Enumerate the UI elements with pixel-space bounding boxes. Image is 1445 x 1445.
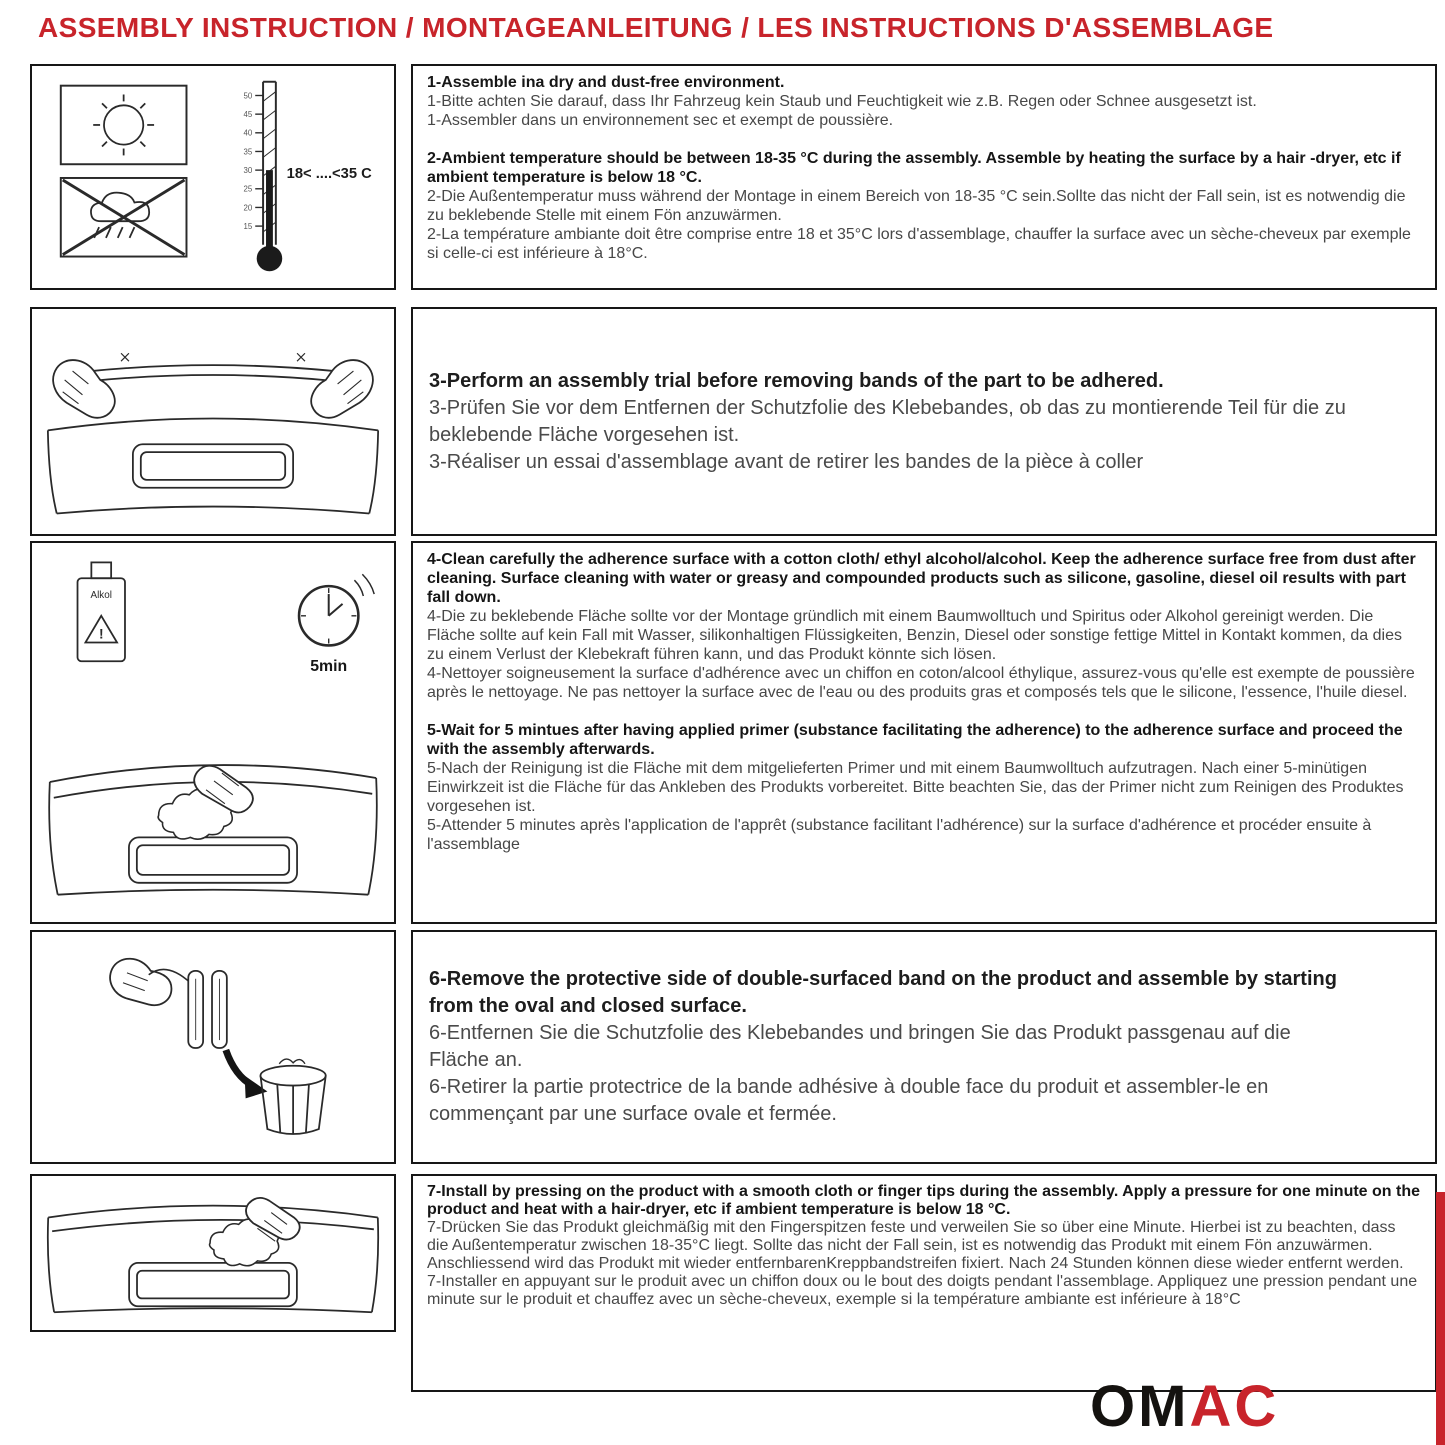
svg-text:20: 20 xyxy=(243,203,253,213)
page-title: ASSEMBLY INSTRUCTION / MONTAGEANLEITUNG / LES INSTRUCTIONS D'ASSEMBLAGE xyxy=(38,12,1274,43)
product-strips xyxy=(188,971,227,1048)
step-4-text-de: 4-Die zu beklebende Fläche sollte vor der Montage gründlich mit einem Baumwolltuch und Spiritus oder Alkohol gereinigt werden. Die Fläche sollte auf kein Fall mit Wasser, silikonhaltigen Flüssigkeiten, Benzin, Diesel oder sonstige fettige Mittel in Kontakt kommen, da dies zu einem Verlust der Klebekraft führen kann, und das Produkt könnte sich lösen. xyxy=(427,608,1402,663)
step-3-text-en: 3-Perform an assembly trial before removing bands of the part to be adhered. xyxy=(429,369,1164,392)
bottle-label: Alkol xyxy=(90,590,112,602)
clock-duration-label: 5min xyxy=(310,658,348,676)
svg-text:40: 40 xyxy=(243,128,253,138)
sun-icon xyxy=(93,95,154,156)
peel-band-illustration-svg xyxy=(34,934,392,1160)
cleaning-illustration-svg xyxy=(34,545,392,920)
step-1-text-en: 1-Assemble ina dry and dust-free environment. xyxy=(427,74,785,91)
step-3-text-panel xyxy=(411,307,1437,536)
license-plate-recess xyxy=(133,444,293,488)
svg-text:45: 45 xyxy=(243,110,253,120)
thermometer-scale xyxy=(244,91,253,231)
svg-text:15: 15 xyxy=(243,222,253,232)
red-edge-bar xyxy=(1436,1192,1445,1445)
step-4-5-text-panel xyxy=(411,541,1437,924)
step-4-text-en: 4-Clean carefully the adherence surface with a cotton cloth/ ethyl alcohol/alcohol. Keep the adherence surface free from dust after cleaning. Surface cleaning with water or greasy and compounded products such as silicone, gasoline, diesel oil results with part fall down. xyxy=(427,551,1416,606)
step-7-text-en: 7-Install by pressing on the product with a smooth cloth or finger tips during the assembly. Apply a pressure for one minute on the product and heat with a hair-dryer, etc if ambient temperature is below 18 °C. xyxy=(427,1183,1420,1218)
svg-text:25: 25 xyxy=(243,184,253,194)
step-6-text-fr: 6-Retirer la partie protectrice de la bande adhésive à double face du produit et assembler-le en commençant par une surface ovale et fermée. xyxy=(429,1076,1269,1125)
omac-logo xyxy=(1090,1374,1280,1439)
step-7-text-panel xyxy=(411,1174,1437,1392)
clock-icon xyxy=(299,574,374,645)
illustration-cleaning xyxy=(30,541,396,924)
step-4-text-fr: 4-Nettoyer soigneusement la surface d'adhérence avec un chiffon en coton/alcool éthylique, assurez-vous qu'elle est exempte de poussière après le nettoyage. Ne pas nettoyer la surface avec de l'eau ou des produits gras et composés tels que le silicone, l'essence, l'huile diesel. xyxy=(427,665,1415,701)
cross-out-x-icon xyxy=(63,180,185,255)
sparkle-marks xyxy=(121,353,305,361)
left-hand-icon xyxy=(53,360,115,418)
svg-text:50: 50 xyxy=(243,91,253,101)
step-5-text-fr: 5-Attender 5 minutes après l'application de l'apprêt (substance facilitant l'adhérence) sur la surface d'adhérence et procéder ensuite à l'assemblage xyxy=(427,817,1372,853)
temperature-range-label: 18< ....<35 C xyxy=(286,165,372,182)
thermometer-icon xyxy=(255,82,282,272)
trim-strip xyxy=(91,365,334,381)
wiping-hand-icon xyxy=(158,766,253,839)
step-1-text-fr: 1-Assembler dans un environnement sec et exempt de poussière. xyxy=(427,112,894,129)
step-7-text-de: 7-Drücken Sie das Produkt gleichmäßig mit den Fingerspitzen feste und verweilen Sie so über eine Minute. Hierbei ist zu beachten, dass die Außentemperatur zwischen 18-35°C liegt. Sollte das nicht der Fall sein, ist es notwendig das Produkt mit einem Fön anzuwärmen. Anschliessend wird das Produkt mit wieder entfernbarenKreppbandstreifen fixiert. Nach 24 Stunden können diese wieder entfernt werden. xyxy=(427,1219,1404,1272)
step-2-text-fr: 2-La température ambiante doit être comprise entre 18 et 35°C lors d'assemblage, chauffer la surface avec un sèche-cheveux par exemple si celle-ci est inférieure à 18°C. xyxy=(427,226,1411,262)
illustration-peel-band xyxy=(30,930,396,1164)
license-plate-recess xyxy=(129,837,297,882)
step-6-text-de: 6-Entfernen Sie die Schutzfolie des Klebebandes und bringen Sie das Produkt passgenau auf die Fläche an. xyxy=(429,1022,1291,1071)
alcohol-bottle-icon xyxy=(78,562,125,661)
waste-bin-icon xyxy=(260,1059,325,1134)
right-hand-icon xyxy=(311,360,373,418)
illustration-trial-fit xyxy=(30,307,396,536)
omac-logo-red-part: AC xyxy=(1189,1374,1280,1439)
svg-text:30: 30 xyxy=(243,166,253,176)
step-1-text-de: 1-Bitte achten Sie darauf, dass Ihr Fahrzeug kein Staub und Feuchtigkeit wie z.B. Regen oder Schnee ausgesetzt ist. xyxy=(427,93,1257,110)
press-install-illustration-svg xyxy=(34,1178,392,1328)
omac-logo-black-part: OM xyxy=(1090,1374,1190,1439)
illustration-climate xyxy=(30,64,396,290)
step-5-text-en: 5-Wait for 5 mintues after having applied primer (substance facilitating the adherence) to the adherence surface and proceed the with the assembly afterwards. xyxy=(427,722,1403,758)
step-2-text-en: 2-Ambient temperature should be between 18-35 °C during the assembly. Assemble by heating the surface by a hair -dryer, etc if ambient temperature is below 18 °C. xyxy=(427,150,1401,186)
step-3-text-fr: 3-Réaliser un essai d'assemblage avant de retirer les bandes de la pièce à coller xyxy=(429,450,1144,473)
warning-exclamation: ! xyxy=(98,625,104,642)
step-5-text-de: 5-Nach der Reinigung ist die Fläche mit dem mitgelieferten Primer und mit einem Baumwolltuch aufzutragen. Nach einer 5-minütigen Einwirkzeit ist die Fläche für das Ankleben des Produkts vorbereitet. Bitte beachten Sie, das der Primer nicht zum Reinigen des Produktes vorgesehen ist. xyxy=(427,760,1404,815)
svg-text:35: 35 xyxy=(243,147,253,157)
peeling-hand-icon xyxy=(110,959,171,1005)
illustration-press-install xyxy=(30,1174,396,1332)
car-trunk-outline xyxy=(48,1206,378,1313)
step-2-text-de: 2-Die Außentemperatur muss während der Montage in einem Bereich von 18-35 °C sein.Sollte das nicht der Fall sein, ist es notwendig die zu beklebende Stelle mit einem Fön anzuwärmen. xyxy=(427,188,1406,224)
step-7-text-fr: 7-Installer en appuyant sur le produit avec un chiffon doux ou le bout des doigts pendant l'assemblage. Appliquez une pression pendant une minute sur le produit et chauffez avec un sèche-cheveux, exemple si la température ambiante est inférieure à 18°C xyxy=(427,1273,1418,1308)
license-plate-recess xyxy=(129,1263,297,1306)
step-3-text-de: 3-Prüfen Sie vor dem Entfernen der Schutzfolie des Klebebandes, ob das zu montierende Teil für die zu beklebende Fläche vorgesehen ist. xyxy=(429,396,1346,446)
step-6-text-panel xyxy=(411,930,1437,1164)
car-trunk-outline xyxy=(48,419,378,514)
climate-illustration-svg xyxy=(34,68,392,286)
step-6-text-en: 6-Remove the protective side of double-surfaced band on the product and assemble by starting from the oval and closed surface. xyxy=(429,968,1337,1017)
step-1-2-text-panel xyxy=(411,64,1437,290)
trial-fit-illustration-svg xyxy=(34,311,392,532)
